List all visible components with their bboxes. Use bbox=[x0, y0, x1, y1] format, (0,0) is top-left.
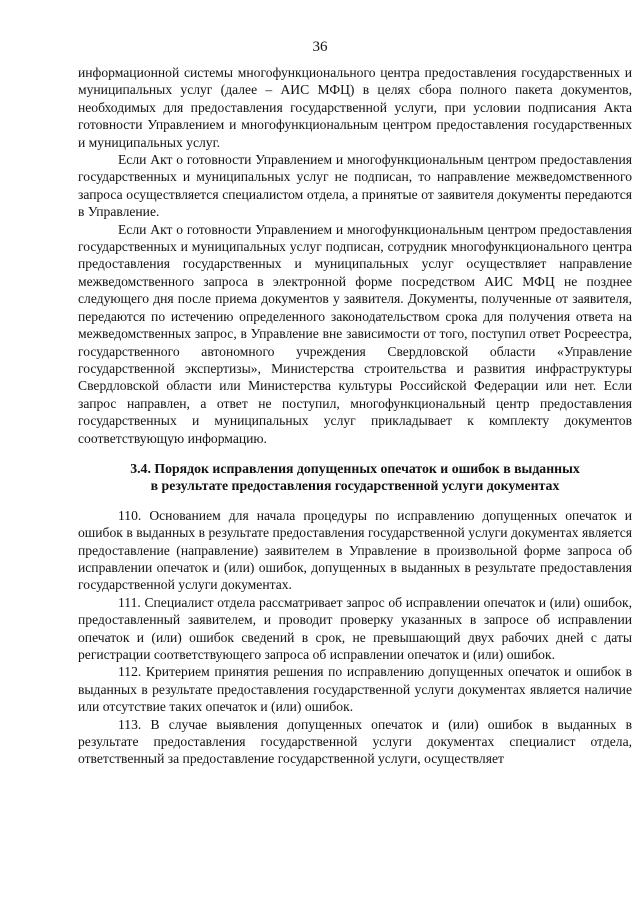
section-heading-line-1: 3.4. Порядок исправления допущенных опечаток и ошибок в выданных bbox=[130, 460, 580, 476]
page-number: 36 bbox=[312, 39, 328, 55]
document-body bbox=[78, 64, 632, 768]
section-heading-line-2: в результате предоставления государственной услуги документах bbox=[150, 478, 560, 494]
paragraph-continuation: информационной системы многофункционального центра предоставления государственных и муниципальных услуг (далее – АИС МФЦ) в целях сбора полного пакета документов, необходимых для предоставления государственной услуги, при условии подписания Акта готовности Управлением и многофункциональным центром предоставления государственных и муниципальных услуг. bbox=[78, 65, 632, 150]
paragraph-act-not-signed: Если Акт о готовности Управлением и многофункциональным центром предоставления государственных и муниципальных услуг не подписан, то направление межведомственного запроса осуществляется специалистом отдела, а принятые от заявителя документы передаются в Управление. bbox=[78, 152, 632, 220]
paragraph-112: 112. Критерием принятия решения по исправлению допущенных опечаток и ошибок в выданных в результате предоставления государственной услуги документах является наличие или отсутствие таких опечаток и (или) ошибок. bbox=[78, 664, 632, 715]
paragraph-113: 113. В случае выявления допущенных опечаток и (или) ошибок в выданных в результате предоставления государственной услуги документах специалист отдела, ответственный за предоставление государственной услуги, осуществляет bbox=[78, 716, 632, 767]
section-heading bbox=[78, 460, 632, 495]
paragraph-act-signed: Если Акт о готовности Управлением и многофункциональным центром предоставления государственных и муниципальных услуг подписан, сотрудник многофункционального центра предоставления государственных и муниципальных услуг осуществляет направление межведомственного запроса в электронной форме посредством АИС МФЦ не позднее следующего дня после приема документов у заявителя. Документы, полученные от заявителя, передаются по истечению определенного законодательством срока для получения ответа на межведомственных запрос, в Управление вне зависимости от того, поступил ответ Росреестра, государственного автономного учреждения Свердловской области «Управление государственной экспертизы», Министерства строительства и развития инфраструктуры Свердловской области или Министерства культуры Российской Федерации или нет. Если запрос направлен, а ответ не поступил, многофункциональный центр предоставления государственных и муниципальных услуг прикладывает к комплекту документов соответствующую информацию. bbox=[78, 221, 632, 446]
paragraph-111: 111. Специалист отдела рассматривает запрос об исправлении опечаток и (или) ошибок, предоставленный заявителем, и проводит проверку указанных в запросе об исправлении опечаток и (или) ошибок сведений в срок, не превышающий двух рабочих дней с даты регистрации соответствующего запроса об исправлении опечаток и (или) ошибок. bbox=[78, 594, 632, 662]
paragraph-110: 110. Основанием для начала процедуры по исправлению допущенных опечаток и ошибок в выданных в результате предоставления государственной услуги документах является предоставление (направление) заявителем в Управление в произвольной форме запроса об исправлении опечаток и (или) ошибок, допущенных в выданных в результате предоставления государственной услуги документах. bbox=[78, 507, 632, 593]
